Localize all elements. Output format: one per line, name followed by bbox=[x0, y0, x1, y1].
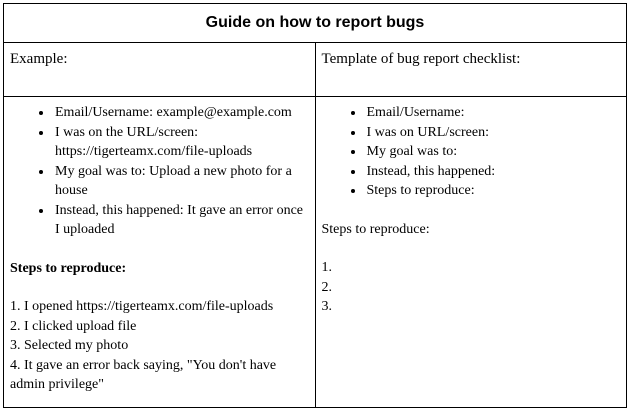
list-item: • I was on the URL/screen: https://tigerteamx.com/file-uploads bbox=[53, 123, 309, 162]
example-bullet-list bbox=[10, 103, 309, 240]
list-item: 3. Selected my photo bbox=[10, 338, 129, 353]
example-header: Example: bbox=[4, 43, 316, 97]
list-item: • My goal was to: bbox=[365, 142, 621, 162]
list-item: 1. bbox=[321, 260, 332, 275]
spacer bbox=[322, 239, 621, 258]
template-steps-label: Steps to reproduce: bbox=[321, 221, 430, 237]
spacer bbox=[10, 278, 309, 297]
bug-report-guide-table bbox=[3, 3, 627, 408]
template-cell bbox=[315, 97, 627, 408]
template-steps-list bbox=[322, 258, 621, 317]
list-item: • Email/Username: bbox=[365, 103, 621, 123]
list-item: 4. It gave an error back saying, "You don't have admin privilege" bbox=[10, 357, 277, 392]
list-item: • Steps to reproduce: bbox=[365, 181, 621, 201]
example-steps-label: Steps to reproduce: bbox=[10, 260, 127, 276]
list-item: • My goal was to: Upload a new photo for a house bbox=[53, 162, 309, 201]
list-item: 1. I opened https://tigerteamx.com/file-uploads bbox=[10, 299, 274, 314]
template-bullet-list bbox=[322, 103, 621, 201]
list-item: 2. bbox=[321, 279, 332, 295]
template-header: Template of bug report checklist: bbox=[315, 43, 627, 97]
spacer bbox=[322, 201, 621, 220]
list-item: • I was on URL/screen: bbox=[365, 123, 621, 143]
list-item: • Email/Username: example@example.com bbox=[53, 103, 309, 123]
list-item: • Instead, this happened: It gave an error once I uploaded bbox=[53, 201, 309, 240]
list-item: 2. I clicked upload file bbox=[10, 318, 137, 334]
example-steps-list bbox=[10, 297, 309, 395]
list-item: • Instead, this happened: bbox=[365, 162, 621, 182]
page-title: Guide on how to report bugs bbox=[4, 4, 627, 43]
list-item: 3. bbox=[321, 299, 332, 314]
spacer bbox=[10, 240, 309, 259]
example-cell bbox=[4, 97, 316, 408]
